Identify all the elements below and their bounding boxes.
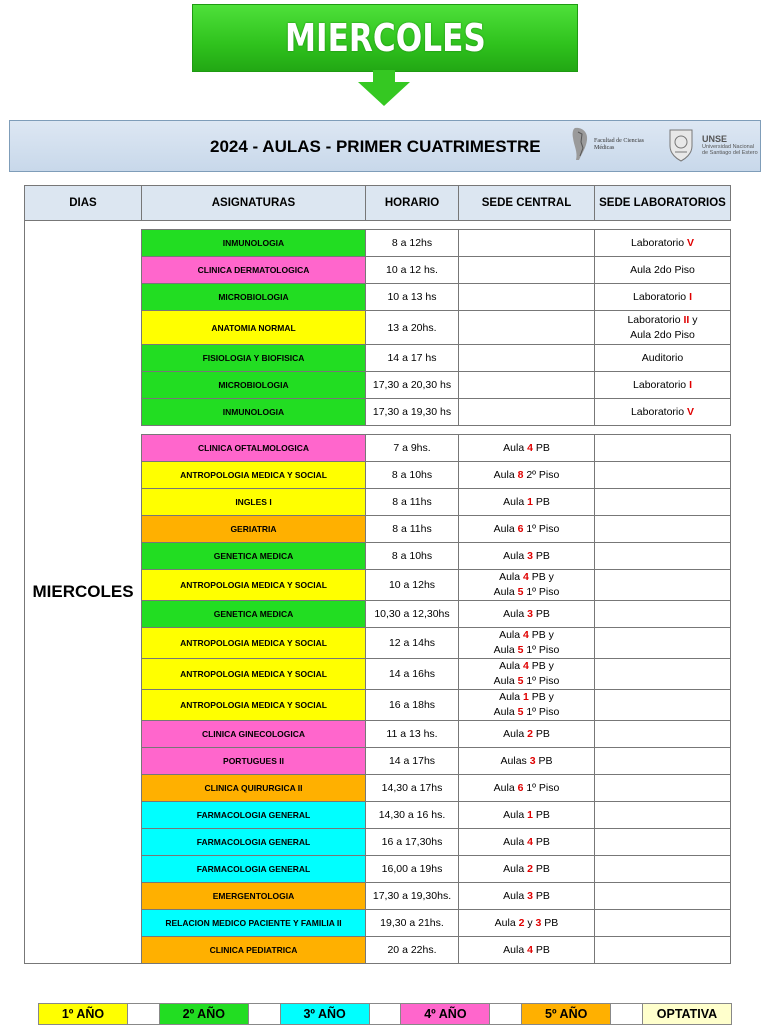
sede-central-line bbox=[459, 585, 594, 600]
room-text: PB y bbox=[528, 629, 554, 641]
sede-central-cell bbox=[459, 516, 595, 543]
room-text: 2º Piso bbox=[523, 469, 560, 481]
subject-cell: FARMACOLOGIA GENERAL bbox=[142, 829, 366, 856]
sede-laboratorios-cell bbox=[595, 311, 731, 345]
room-text: Laboratorio bbox=[630, 406, 688, 418]
subject-cell: ANTROPOLOGIA MEDICA Y SOCIAL bbox=[142, 690, 366, 721]
time-cell: 16 a 17,30hs bbox=[366, 829, 459, 856]
sede-central-cell bbox=[459, 856, 595, 883]
sede-laboratorios-cell bbox=[595, 628, 731, 659]
subject-cell: MICROBIOLOGIA bbox=[142, 372, 366, 399]
room-text: Aula bbox=[499, 571, 523, 583]
room-text: PB bbox=[532, 863, 550, 875]
room-text: Laboratorio bbox=[633, 379, 690, 391]
room-number: 4 bbox=[527, 836, 533, 848]
down-arrow-head-icon bbox=[358, 82, 410, 106]
subject-cell: CLINICA QUIRURGICA II bbox=[142, 775, 366, 802]
room-text: PB y bbox=[528, 660, 554, 672]
room-number: 5 bbox=[517, 675, 524, 687]
time-cell: 11 a 13 hs. bbox=[366, 721, 459, 748]
time-cell: 8 a 12hs bbox=[366, 230, 459, 257]
sede-laboratorios-cell bbox=[595, 345, 731, 372]
sede-central-cell bbox=[459, 372, 595, 399]
room-text: Aula 2do Piso bbox=[630, 264, 695, 276]
room-text: 1º Piso bbox=[523, 782, 560, 794]
room-text: Aula bbox=[493, 586, 518, 598]
sede-central-cell bbox=[459, 311, 595, 345]
unse-logo-text bbox=[702, 134, 760, 156]
gap-cell bbox=[366, 221, 459, 230]
gap-cell bbox=[459, 221, 595, 230]
sede-central-line bbox=[459, 628, 594, 643]
sede-laboratorios-cell bbox=[595, 721, 731, 748]
room-text: Aula bbox=[503, 863, 528, 875]
room-number: 3 bbox=[527, 608, 533, 620]
sede-central-cell bbox=[459, 284, 595, 311]
room-text: 1º Piso bbox=[523, 644, 560, 656]
subject-cell: GENETICA MEDICA bbox=[142, 543, 366, 570]
sede-laboratorios-cell bbox=[595, 883, 731, 910]
room-number: 5 bbox=[517, 586, 524, 598]
sede-laboratorios-cell bbox=[595, 601, 731, 628]
room-number: 4 bbox=[523, 571, 529, 583]
legend-year-4: 4º AÑO bbox=[401, 1004, 490, 1024]
column-header-dias: DIAS bbox=[25, 186, 142, 221]
room-text: PB bbox=[532, 728, 550, 740]
room-text: 1º Piso bbox=[523, 706, 560, 718]
sede-laboratorios-cell bbox=[595, 937, 731, 964]
room-number: 2 bbox=[527, 863, 533, 875]
schedule-table bbox=[24, 185, 731, 964]
subject-cell: CLINICA PEDIATRICA bbox=[142, 937, 366, 964]
room-text: Aula bbox=[493, 469, 518, 481]
time-cell: 16,00 a 19hs bbox=[366, 856, 459, 883]
time-cell: 14,30 a 17hs bbox=[366, 775, 459, 802]
room-number: I bbox=[689, 379, 692, 391]
room-number: 1 bbox=[527, 496, 533, 508]
room-number: 4 bbox=[523, 629, 529, 641]
room-text: Aula bbox=[503, 496, 528, 508]
room-number: V bbox=[687, 406, 695, 418]
subject-cell: INGLES I bbox=[142, 489, 366, 516]
sede-central-line bbox=[459, 705, 594, 720]
room-number: 4 bbox=[523, 660, 529, 672]
page-title: 2024 - AULAS - PRIMER CUATRIMESTRE bbox=[210, 137, 541, 156]
sede-central-cell bbox=[459, 802, 595, 829]
sede-laboratorios-cell bbox=[595, 257, 731, 284]
time-cell: 17,30 a 19,30 hs bbox=[366, 399, 459, 426]
faculty-logo-text: Facultad de Ciencias Médicas bbox=[594, 138, 644, 151]
room-number: 4 bbox=[527, 442, 533, 454]
room-number: 1 bbox=[527, 809, 533, 821]
gap-row bbox=[25, 221, 731, 230]
sede-central-cell bbox=[459, 659, 595, 690]
sede-central-cell bbox=[459, 435, 595, 462]
room-text: Aula bbox=[503, 442, 528, 454]
sede-laboratorios-cell bbox=[595, 543, 731, 570]
room-text: 1º Piso bbox=[523, 523, 560, 535]
sede-central-cell bbox=[459, 345, 595, 372]
faculty-logo-icon bbox=[570, 126, 592, 162]
sede-central-cell bbox=[459, 489, 595, 516]
sede-central-cell bbox=[459, 690, 595, 721]
time-cell: 17,30 a 19,30hs. bbox=[366, 883, 459, 910]
sede-laboratorios-cell bbox=[595, 659, 731, 690]
subject-cell: GENETICA MEDICA bbox=[142, 601, 366, 628]
room-number: 5 bbox=[517, 706, 524, 718]
sede-laboratorios-cell bbox=[595, 910, 731, 937]
subject-cell: FARMACOLOGIA GENERAL bbox=[142, 856, 366, 883]
room-text: Aula bbox=[503, 608, 528, 620]
legend-spacer bbox=[490, 1004, 522, 1024]
room-text: PB bbox=[532, 944, 550, 956]
subject-cell: CLINICA OFTALMOLOGICA bbox=[142, 435, 366, 462]
sede-lab-line bbox=[595, 313, 730, 328]
time-cell: 19,30 a 21hs. bbox=[366, 910, 459, 937]
subject-cell: ANTROPOLOGIA MEDICA Y SOCIAL bbox=[142, 570, 366, 601]
subject-cell: GERIATRIA bbox=[142, 516, 366, 543]
gap-cell bbox=[142, 221, 366, 230]
room-text: Aula 2do Piso bbox=[630, 328, 695, 341]
room-text: Aulas bbox=[500, 755, 530, 767]
table-header-row bbox=[25, 186, 731, 221]
subject-cell: PORTUGUES II bbox=[142, 748, 366, 775]
sede-laboratorios-cell bbox=[595, 748, 731, 775]
subject-cell: INMUNOLOGIA bbox=[142, 399, 366, 426]
unse-logo-subtext: Universidad Nacional de Santiago del Estero bbox=[702, 144, 758, 156]
subject-cell: EMERGENTOLOGIA bbox=[142, 883, 366, 910]
gap-cell bbox=[459, 426, 595, 435]
room-text: PB y bbox=[528, 691, 554, 703]
room-number: 3 bbox=[529, 755, 536, 767]
time-cell: 14 a 17 hs bbox=[366, 345, 459, 372]
room-text: Aula bbox=[499, 691, 523, 703]
room-text: Aula bbox=[499, 660, 523, 672]
room-text: Aula bbox=[503, 728, 528, 740]
room-number: II bbox=[683, 313, 690, 326]
sede-central-cell bbox=[459, 883, 595, 910]
sede-central-cell bbox=[459, 721, 595, 748]
room-number: 3 bbox=[535, 917, 542, 929]
subject-cell: ANTROPOLOGIA MEDICA Y SOCIAL bbox=[142, 462, 366, 489]
room-text: PB bbox=[532, 442, 550, 454]
unse-logo-acronym: UNSE bbox=[702, 134, 728, 144]
sede-central-cell bbox=[459, 257, 595, 284]
legend-year-3: 3º AÑO bbox=[281, 1004, 370, 1024]
sede-laboratorios-cell bbox=[595, 399, 731, 426]
sede-central-cell bbox=[459, 829, 595, 856]
time-cell: 8 a 10hs bbox=[366, 543, 459, 570]
room-text: Auditorio bbox=[641, 352, 684, 364]
time-cell: 10,30 a 12,30hs bbox=[366, 601, 459, 628]
room-text: PB bbox=[532, 809, 550, 821]
day-banner-title: MIERCOLES bbox=[284, 16, 486, 60]
room-text: PB bbox=[532, 836, 550, 848]
subject-cell: ANATOMIA NORMAL bbox=[142, 311, 366, 345]
room-text: Aula bbox=[493, 644, 518, 656]
sede-central-cell bbox=[459, 399, 595, 426]
sede-central-cell bbox=[459, 543, 595, 570]
room-text: Laboratorio bbox=[633, 291, 690, 303]
sede-central-line bbox=[459, 643, 594, 658]
subject-cell: INMUNOLOGIA bbox=[142, 230, 366, 257]
gap-cell bbox=[595, 221, 731, 230]
time-cell: 12 a 14hs bbox=[366, 628, 459, 659]
time-cell: 14,30 a 16 hs. bbox=[366, 802, 459, 829]
time-cell: 8 a 11hs bbox=[366, 489, 459, 516]
subject-cell: FISIOLOGIA Y BIOFISICA bbox=[142, 345, 366, 372]
room-text: Aula bbox=[499, 629, 523, 641]
sede-laboratorios-cell bbox=[595, 570, 731, 601]
column-header-horario: HORARIO bbox=[366, 186, 459, 221]
room-text: Aula bbox=[503, 809, 528, 821]
time-cell: 13 a 20hs. bbox=[366, 311, 459, 345]
legend-year-1: 1º AÑO bbox=[39, 1004, 128, 1024]
time-cell: 8 a 10hs bbox=[366, 462, 459, 489]
subject-cell: CLINICA DERMATOLOGICA bbox=[142, 257, 366, 284]
time-cell: 8 a 11hs bbox=[366, 516, 459, 543]
room-text: PB bbox=[532, 608, 550, 620]
sede-central-cell bbox=[459, 937, 595, 964]
sede-laboratorios-cell bbox=[595, 775, 731, 802]
gap-cell bbox=[366, 426, 459, 435]
room-text: PB bbox=[532, 890, 550, 902]
sede-laboratorios-cell bbox=[595, 284, 731, 311]
room-text: Aula bbox=[493, 523, 518, 535]
subject-cell: FARMACOLOGIA GENERAL bbox=[142, 802, 366, 829]
sede-central-cell bbox=[459, 570, 595, 601]
sede-laboratorios-cell bbox=[595, 829, 731, 856]
room-text: Aula bbox=[503, 890, 528, 902]
day-banner bbox=[192, 4, 578, 72]
room-text: PB bbox=[532, 550, 550, 562]
column-header-sede-laboratorios: SEDE LABORATORIOS bbox=[595, 186, 731, 221]
room-text: y bbox=[689, 313, 698, 326]
room-text: Aula bbox=[494, 917, 519, 929]
time-cell: 10 a 12hs bbox=[366, 570, 459, 601]
sede-laboratorios-cell bbox=[595, 462, 731, 489]
room-number: V bbox=[687, 237, 695, 249]
sede-central-line bbox=[459, 659, 594, 674]
room-number: 2 bbox=[518, 917, 525, 929]
time-cell: 16 a 18hs bbox=[366, 690, 459, 721]
room-number: I bbox=[689, 291, 692, 303]
legend-year-5: 5º AÑO bbox=[522, 1004, 611, 1024]
sede-central-cell bbox=[459, 230, 595, 257]
room-number: 5 bbox=[517, 644, 524, 656]
room-text: Aula bbox=[503, 836, 528, 848]
sede-lab-line bbox=[595, 328, 730, 343]
sede-laboratorios-cell bbox=[595, 690, 731, 721]
room-text: 1º Piso bbox=[523, 675, 560, 687]
room-text: PB y bbox=[528, 571, 554, 583]
room-number: 1 bbox=[523, 691, 529, 703]
legend-spacer bbox=[128, 1004, 160, 1024]
down-arrow-icon bbox=[373, 70, 395, 82]
sede-laboratorios-cell bbox=[595, 516, 731, 543]
day-cell: MIERCOLES bbox=[25, 221, 142, 964]
subject-cell: RELACION MEDICO PACIENTE Y FAMILIA II bbox=[142, 910, 366, 937]
time-cell: 7 a 9hs. bbox=[366, 435, 459, 462]
time-cell: 14 a 16hs bbox=[366, 659, 459, 690]
room-number: 8 bbox=[517, 469, 524, 481]
legend-spacer bbox=[370, 1004, 402, 1024]
legend-spacer bbox=[249, 1004, 281, 1024]
room-text: Laboratorio bbox=[630, 237, 688, 249]
room-number: 3 bbox=[527, 890, 533, 902]
subject-cell: ANTROPOLOGIA MEDICA Y SOCIAL bbox=[142, 628, 366, 659]
room-text: Laboratorio bbox=[627, 313, 684, 326]
room-text: PB bbox=[532, 496, 550, 508]
sede-laboratorios-cell bbox=[595, 802, 731, 829]
room-text: 1º Piso bbox=[523, 586, 560, 598]
room-text: Aula bbox=[493, 706, 518, 718]
sede-central-cell bbox=[459, 601, 595, 628]
time-cell: 14 a 17hs bbox=[366, 748, 459, 775]
sede-laboratorios-cell bbox=[595, 230, 731, 257]
legend-optativa: OPTATIVA bbox=[643, 1004, 731, 1024]
room-text: Aula bbox=[493, 782, 518, 794]
room-text: y bbox=[524, 917, 536, 929]
sede-central-cell bbox=[459, 910, 595, 937]
sede-central-cell bbox=[459, 748, 595, 775]
legend-spacer bbox=[611, 1004, 643, 1024]
room-text: Aula bbox=[503, 944, 528, 956]
year-color-legend bbox=[38, 1003, 732, 1025]
gap-cell bbox=[595, 426, 731, 435]
sede-laboratorios-cell bbox=[595, 435, 731, 462]
room-number: 6 bbox=[517, 523, 524, 535]
time-cell: 20 a 22hs. bbox=[366, 937, 459, 964]
legend-year-2: 2º AÑO bbox=[160, 1004, 249, 1024]
time-cell: 10 a 13 hs bbox=[366, 284, 459, 311]
subject-cell: ANTROPOLOGIA MEDICA Y SOCIAL bbox=[142, 659, 366, 690]
room-number: 2 bbox=[527, 728, 533, 740]
sede-laboratorios-cell bbox=[595, 856, 731, 883]
room-number: 4 bbox=[527, 944, 533, 956]
room-number: 3 bbox=[527, 550, 533, 562]
column-header-sede-central: SEDE CENTRAL bbox=[459, 186, 595, 221]
gap-cell bbox=[142, 426, 366, 435]
time-cell: 17,30 a 20,30 hs bbox=[366, 372, 459, 399]
sede-central-line bbox=[459, 570, 594, 585]
time-cell: 10 a 12 hs. bbox=[366, 257, 459, 284]
subject-cell: CLINICA GINECOLOGICA bbox=[142, 721, 366, 748]
sede-laboratorios-cell bbox=[595, 372, 731, 399]
sede-central-line bbox=[459, 690, 594, 705]
sede-laboratorios-cell bbox=[595, 489, 731, 516]
sede-central-cell bbox=[459, 462, 595, 489]
sede-central-cell bbox=[459, 628, 595, 659]
unse-seal-icon bbox=[667, 126, 695, 162]
sede-central-line bbox=[459, 674, 594, 689]
subject-cell: MICROBIOLOGIA bbox=[142, 284, 366, 311]
column-header-asignaturas: ASIGNATURAS bbox=[142, 186, 366, 221]
room-number: 6 bbox=[517, 782, 524, 794]
room-text: PB bbox=[535, 755, 553, 767]
room-text: PB bbox=[541, 917, 559, 929]
sede-central-cell bbox=[459, 775, 595, 802]
room-text: Aula bbox=[493, 675, 518, 687]
room-text: Aula bbox=[503, 550, 528, 562]
